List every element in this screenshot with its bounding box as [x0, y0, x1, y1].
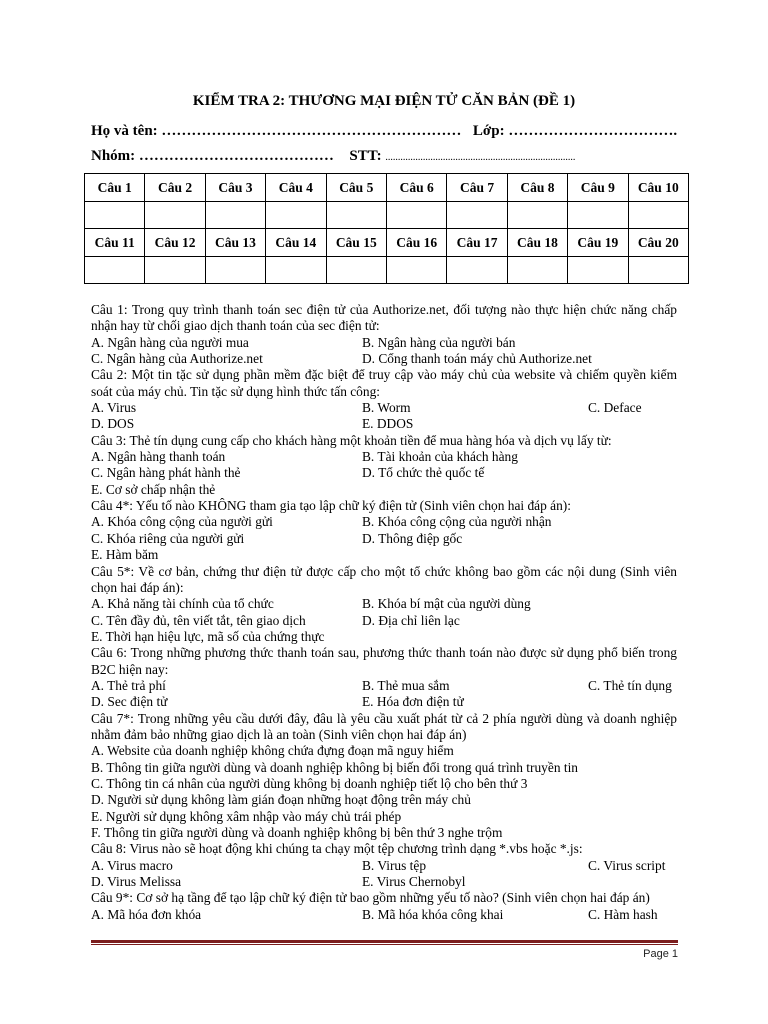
- answer-box[interactable]: [447, 202, 507, 229]
- group-dots: …………………………………: [138, 148, 334, 164]
- question-block: [91, 498, 677, 563]
- question-text: Câu 6: Trong những phương thức thanh toán sau, phương thức thanh toán nào được sử dụng phổ biến trong B2C hiện nay:: [91, 645, 677, 677]
- footer-rule-thick: [91, 940, 678, 943]
- answer-option: A. Khả năng tài chính của tổ chức: [91, 596, 274, 612]
- answer-option: A. Thẻ trả phí: [91, 677, 166, 693]
- option-row: [91, 776, 677, 792]
- answer-box[interactable]: [568, 202, 628, 229]
- answer-header-cell: Câu 17: [447, 229, 507, 257]
- option-row: [91, 694, 677, 710]
- answer-option: C. Thông tin cá nhân của người dùng không bị doanh nghiệp tiết lộ cho bên thứ 3: [91, 775, 528, 791]
- question-text: Câu 1: Trong quy trình thanh toán sec điện tử của Authorize.net, đối tượng nào thực hiện chức năng chấp nhận hay từ chối giao dịch thanh toán của sec điện tử:: [91, 302, 677, 334]
- option-row: [91, 743, 677, 759]
- answer-option: E. Hàm băm: [91, 547, 159, 563]
- answer-option: F. Thông tin giữa người dùng và doanh nghiệp không bị bên thứ 3 nghe trộm: [91, 825, 503, 840]
- class-label: Lớp:: [472, 123, 505, 139]
- answer-box[interactable]: [628, 257, 688, 284]
- answer-option: B. Khóa bí mật của người dùng: [362, 596, 531, 612]
- answer-header-cell: Câu 6: [386, 174, 446, 202]
- option-row: [91, 809, 677, 825]
- answer-option: B. Khóa công cộng của người nhận: [362, 514, 552, 530]
- answer-header-cell: Câu 14: [266, 229, 326, 257]
- answer-option: E. DDOS: [362, 416, 414, 432]
- answer-option: E. Cơ sở chấp nhận thẻ: [91, 481, 216, 497]
- answer-option: C. Khóa riêng của người gửi: [91, 530, 245, 546]
- question-text: Câu 7*: Trong những yêu cầu dưới đây, đâu là yêu cầu xuất phát từ cả 2 phía người dùng và doanh nghiệp nhằm đảm bảo những giao dịch là an toàn (Sinh viên chọn hai đáp án): [91, 710, 677, 742]
- answer-header-cell: Câu 4: [266, 174, 326, 202]
- answer-option: A. Mã hóa đơn khóa: [91, 906, 202, 922]
- answer-header-cell: Câu 2: [145, 174, 205, 202]
- option-row: [91, 531, 677, 547]
- answer-header-cell: Câu 10: [628, 174, 688, 202]
- option-row: [91, 792, 677, 808]
- question-block: [91, 367, 677, 432]
- question-block: [91, 433, 677, 498]
- answer-box[interactable]: [266, 202, 326, 229]
- option-row: [91, 547, 677, 563]
- question-block: [91, 711, 677, 842]
- answer-option: D. Sec điện tử: [91, 694, 168, 710]
- group-label: Nhóm:: [91, 148, 136, 164]
- answer-option: D. DOS: [91, 416, 135, 432]
- answer-option: B. Virus tệp: [362, 857, 427, 873]
- option-row: [91, 449, 677, 465]
- option-row: [91, 482, 677, 498]
- option-row: [91, 629, 677, 645]
- answer-option: B. Ngân hàng của người bán: [362, 334, 516, 350]
- answer-header-cell: Câu 9: [568, 174, 628, 202]
- question-list: [91, 302, 677, 923]
- answer-option: C. Virus script: [588, 857, 666, 873]
- answer-option: B. Thông tin giữa người dùng và doanh nghiệp không bị biến đổi trong quá trình truyền tin: [91, 759, 578, 775]
- answer-option: A. Website của doanh nghiệp không chứa đựng đoạn mã nguy hiểm: [91, 743, 454, 759]
- option-row: [91, 465, 677, 481]
- answer-option: E. Hóa đơn điện tử: [362, 694, 464, 710]
- question-text: Câu 2: Một tin tặc sử dụng phần mềm đặc biệt để truy cập vào máy chủ của website và chiếm quyền kiểm soát của máy chủ. Tin tặc sử dụng hình thức tấn công:: [91, 367, 677, 399]
- answer-box[interactable]: [326, 257, 386, 284]
- answer-header-cell: Câu 7: [447, 174, 507, 202]
- answer-box[interactable]: [145, 257, 205, 284]
- answer-option: E. Virus Chernobyl: [362, 874, 466, 890]
- question-text: Câu 3: Thẻ tín dụng cung cấp cho khách hàng một khoản tiền để mua hàng hóa và dịch vụ lấy từ:: [91, 432, 612, 448]
- exam-title: KIỂM TRA 2: THƯƠNG MẠI ĐIỆN TỬ CĂN BẢN (ĐỀ 1): [192, 93, 576, 109]
- answer-box[interactable]: [85, 202, 145, 229]
- answer-option: A. Ngân hàng thanh toán: [91, 449, 226, 465]
- answer-option: D. Tổ chức thẻ quốc tế: [362, 465, 485, 481]
- option-row: [91, 351, 677, 367]
- answer-header-cell: Câu 20: [628, 229, 688, 257]
- name-line: [91, 123, 677, 140]
- answer-box-row-2: [85, 257, 689, 284]
- answer-option: B. Thẻ mua sắm: [362, 677, 450, 693]
- answer-option: B. Mã hóa khóa công khai: [362, 906, 504, 922]
- class-dots: …………………………….: [508, 123, 678, 139]
- answer-box[interactable]: [507, 202, 567, 229]
- answer-option: D. Virus Melissa: [91, 874, 182, 890]
- answer-box[interactable]: [447, 257, 507, 284]
- answer-header-cell: Câu 18: [507, 229, 567, 257]
- answer-header-cell: Câu 1: [85, 174, 145, 202]
- answer-header-row-1: [85, 174, 689, 202]
- stt-label: STT:: [349, 148, 382, 164]
- footer-rule-thin: [91, 944, 678, 945]
- answer-option: A. Virus: [91, 400, 137, 416]
- answer-header-cell: Câu 11: [85, 229, 145, 257]
- answer-option: A. Khóa công cộng của người gửi: [91, 514, 273, 530]
- question-block: [91, 841, 677, 890]
- question-text: Câu 8: Virus nào sẽ hoạt động khi chúng ta chạy một tệp chương trình dạng *.vbs hoặc *.js:: [91, 841, 583, 857]
- answer-header-cell: Câu 19: [568, 229, 628, 257]
- answer-box[interactable]: [266, 257, 326, 284]
- answer-option: B. Worm: [362, 400, 411, 416]
- answer-option: C. Ngân hàng phát hành thẻ: [91, 465, 241, 481]
- answer-option: B. Tài khoản của khách hàng: [362, 449, 518, 465]
- stt-dots: ............................................................................: [385, 152, 576, 163]
- option-row: [91, 825, 677, 841]
- answer-option: C. Deface: [588, 400, 642, 416]
- answer-header-cell: Câu 15: [326, 229, 386, 257]
- question-text: Câu 9*: Cơ sở hạ tầng để tạo lập chữ ký điện tử bao gồm những yếu tố nào? (Sinh viên chọn hai đáp án): [91, 890, 650, 906]
- answer-option: D. Người sử dụng không làm gián đoạn những hoạt động trên máy chủ: [91, 792, 471, 808]
- question-block: [91, 645, 677, 710]
- option-row: [91, 596, 677, 612]
- option-row: [91, 874, 677, 890]
- answer-option: A. Virus macro: [91, 857, 173, 873]
- answer-box[interactable]: [568, 257, 628, 284]
- answer-box[interactable]: [386, 257, 446, 284]
- group-line: [91, 148, 575, 165]
- answer-header-cell: Câu 16: [386, 229, 446, 257]
- option-row: [91, 335, 677, 351]
- answer-box[interactable]: [205, 202, 265, 229]
- answer-option: E. Người sử dụng không xâm nhập vào máy chủ trái phép: [91, 808, 402, 824]
- answer-header-cell: Câu 12: [145, 229, 205, 257]
- answer-box[interactable]: [205, 257, 265, 284]
- answer-option: D. Địa chỉ liên lạc: [362, 612, 460, 628]
- answer-box[interactable]: [386, 202, 446, 229]
- name-label: Họ và tên:: [91, 123, 158, 139]
- answer-option: C. Hàm hash: [588, 906, 658, 922]
- answer-option: E. Thời hạn hiệu lực, mã số của chứng thực: [91, 628, 325, 644]
- answer-option: D. Cổng thanh toán máy chủ Authorize.net: [362, 351, 592, 367]
- answer-box[interactable]: [85, 257, 145, 284]
- answer-box[interactable]: [628, 202, 688, 229]
- answer-box[interactable]: [326, 202, 386, 229]
- answer-box[interactable]: [507, 257, 567, 284]
- answer-header-cell: Câu 13: [205, 229, 265, 257]
- answer-option: A. Ngân hàng của người mua: [91, 334, 249, 350]
- answer-option: C. Ngân hàng của Authorize.net: [91, 351, 263, 367]
- option-row: [91, 514, 677, 530]
- option-row: [91, 907, 677, 923]
- answer-box-row-1: [85, 202, 689, 229]
- name-dots: ……………………………………………………: [161, 123, 462, 139]
- answer-option: C. Tên đầy đủ, tên viết tắt, tên giao dịch: [91, 612, 306, 628]
- question-text: Câu 4*: Yếu tố nào KHÔNG tham gia tạo lập chữ ký điện tử (Sinh viên chọn hai đáp án):: [91, 498, 571, 514]
- option-row: [91, 416, 677, 432]
- answer-header-row-2: [85, 229, 689, 257]
- option-row: [91, 678, 677, 694]
- question-block: [91, 564, 677, 646]
- answer-header-cell: Câu 3: [205, 174, 265, 202]
- option-row: [91, 613, 677, 629]
- answer-box[interactable]: [145, 202, 205, 229]
- option-row: [91, 400, 677, 416]
- question-block: [91, 302, 677, 367]
- answer-option: D. Thông điệp gốc: [362, 530, 463, 546]
- option-row: [91, 760, 677, 776]
- answer-option: C. Thẻ tín dụng: [588, 677, 672, 693]
- question-block: [91, 890, 677, 923]
- answer-header-cell: Câu 5: [326, 174, 386, 202]
- answer-table: [84, 173, 689, 284]
- answer-header-cell: Câu 8: [507, 174, 567, 202]
- question-text: Câu 5*: Về cơ bản, chứng thư điện tử được cấp cho một tổ chức không bao gồm các nội dung (Sinh viên chọn hai đáp án):: [91, 563, 677, 595]
- option-row: [91, 858, 677, 874]
- page-number: Page 1: [643, 948, 678, 960]
